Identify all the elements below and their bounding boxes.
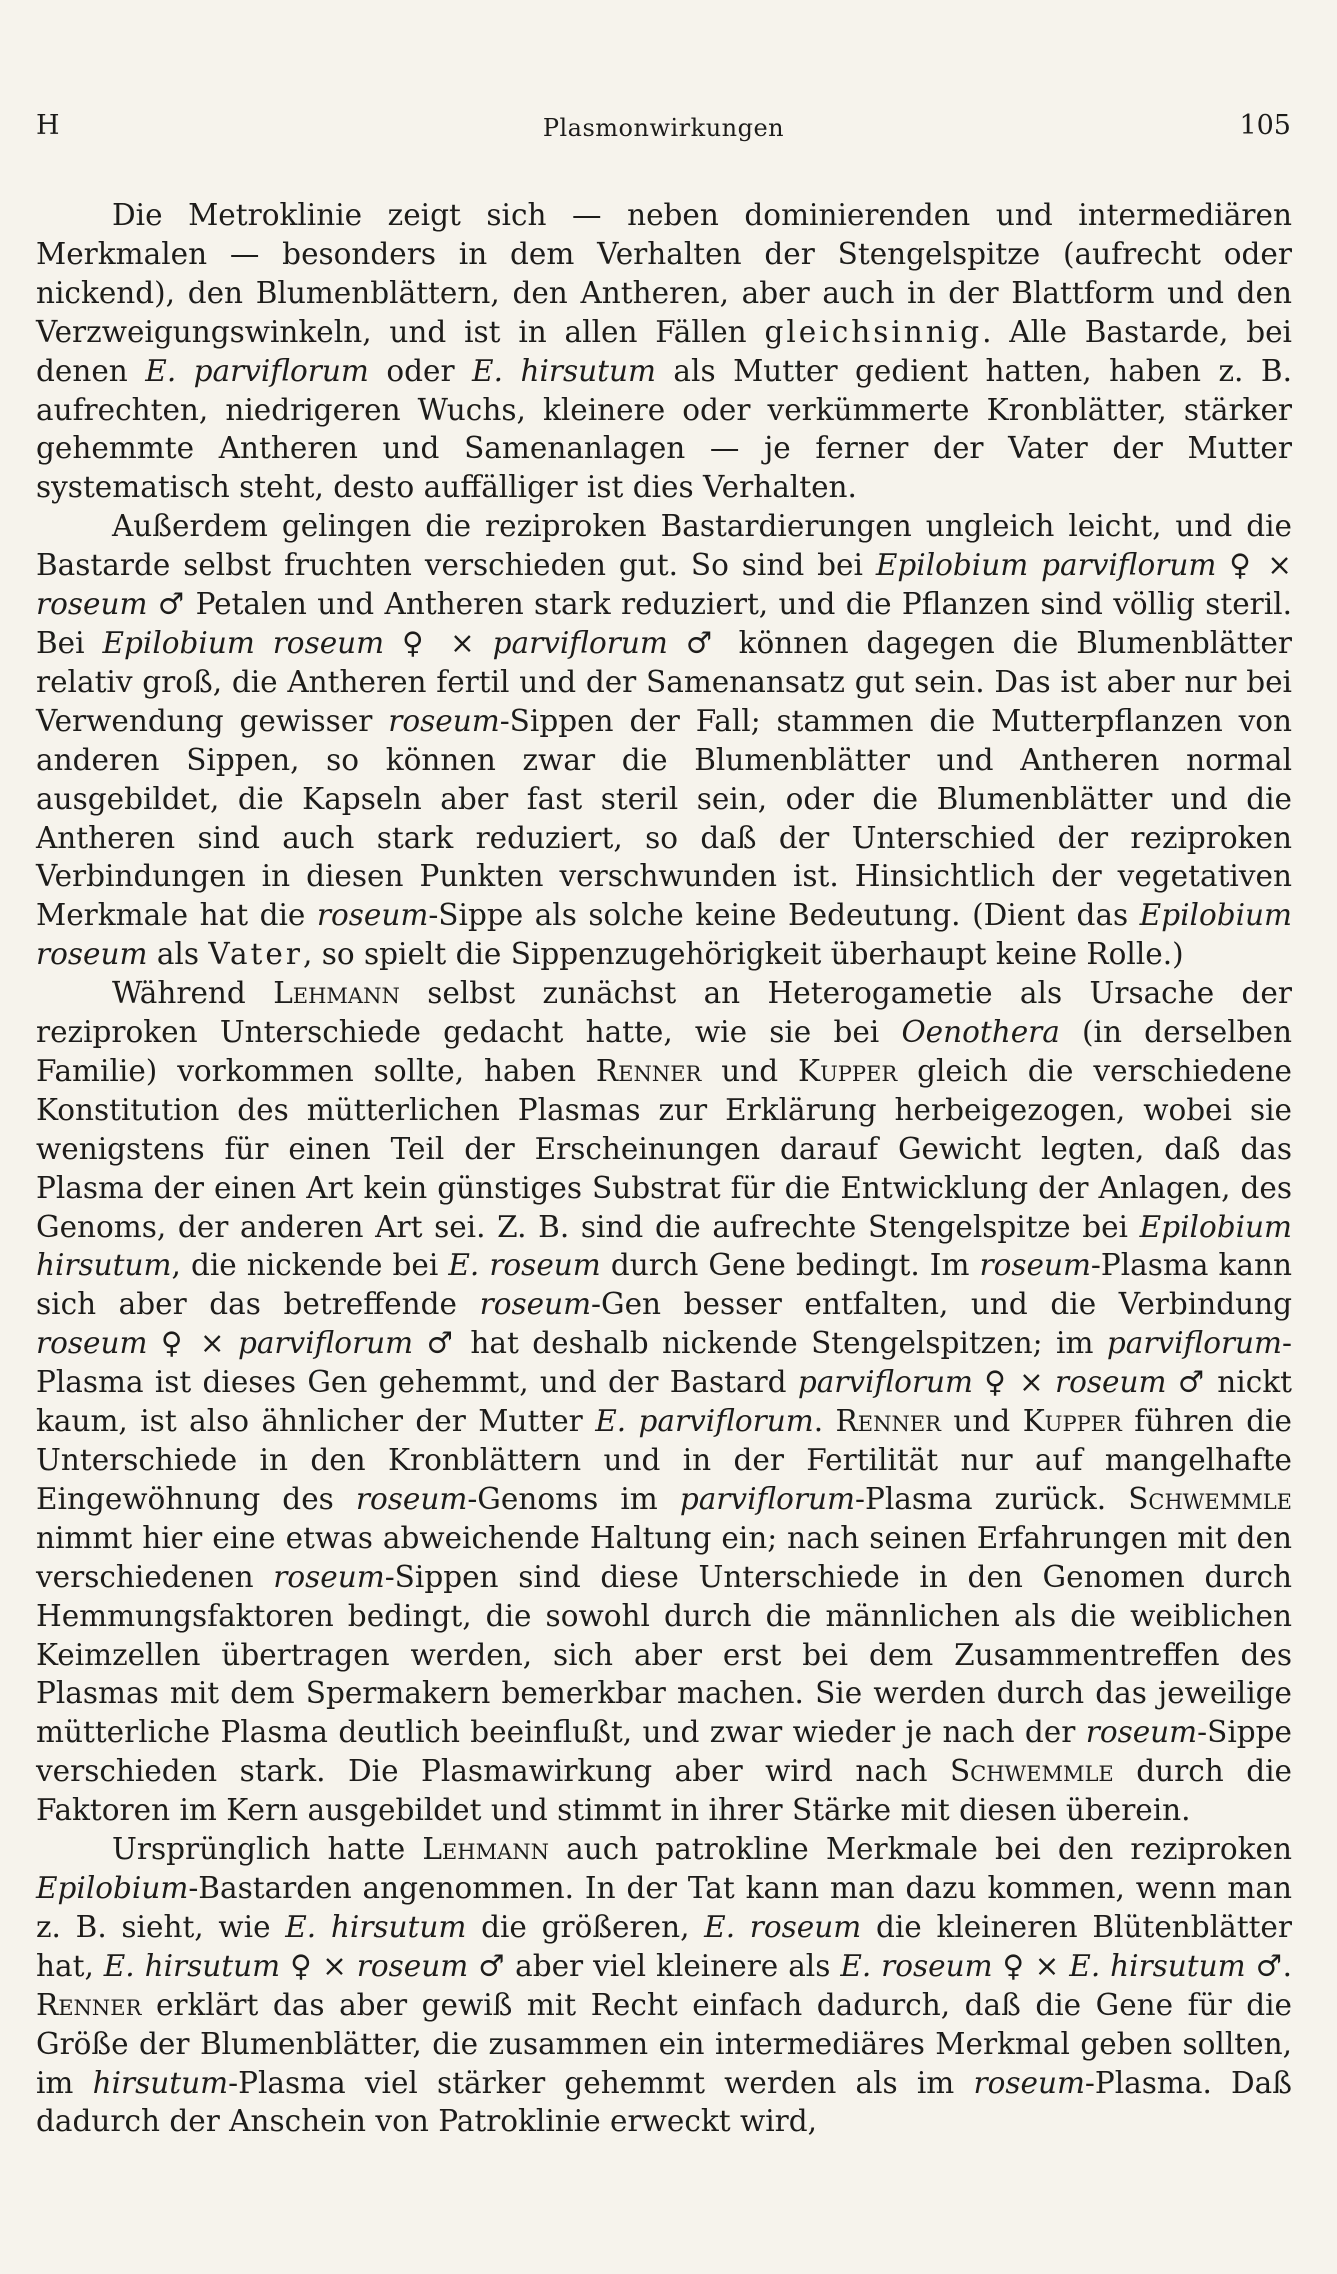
italic-term: E. parviflorum bbox=[595, 1404, 814, 1439]
author-name: Lehmann bbox=[273, 976, 400, 1011]
italic-term: roseum bbox=[355, 1481, 468, 1516]
italic-term: hirsutum bbox=[92, 2065, 229, 2100]
italic-term: parviflorum bbox=[237, 1326, 414, 1361]
italic-term: roseum bbox=[388, 703, 500, 738]
author-name: Renner bbox=[595, 1053, 702, 1088]
text-run: , so spielt die Sippenzugehörigkeit überhaupt keine Rolle.) bbox=[302, 937, 1184, 972]
author-name: Renner bbox=[36, 1987, 142, 2022]
italic-term: E. hirsutum bbox=[1069, 1948, 1246, 1983]
italic-term: E. hirsutum bbox=[285, 1909, 467, 1944]
italic-term: E. roseum bbox=[704, 1909, 862, 1944]
text-run: -Sippen sind diese Unterschiede in den Genomen durch Hemmungsfaktoren bedingt, die sowohl durch die männlichen als die weiblichen Keimzellen übertragen werden, sich aber erst bei dem Zusammentreffen des Plasmas mit dem Spermakern bemerkbar machen. Sie werden durch das jeweilige mütterliche Plasma deutlich beeinflußt, und zwar wieder je nach der bbox=[36, 1559, 1292, 1750]
text-run: als bbox=[147, 937, 209, 972]
text-run: oder bbox=[368, 353, 473, 388]
italic-term: E. parviflorum bbox=[145, 353, 369, 388]
text-run: Außerdem gelingen die reziproken Bastardierungen ungleich leicht, und die Bastarde selbst fruchten verschieden gut. So sind bei bbox=[36, 509, 1292, 583]
italic-term: roseum bbox=[273, 1559, 385, 1594]
text-run: -Genoms im bbox=[467, 1481, 680, 1516]
text-run: ♀ × bbox=[992, 1948, 1070, 1983]
author-name: Kupper bbox=[1022, 1404, 1122, 1439]
text-run: -Sippe verschieden stark. Die Plasmawirkung aber wird nach bbox=[36, 1715, 1292, 1789]
text-run: führen die Unterschiede in den Kronblättern und in der Fertilität nur auf mangelhafte Eingewöhnung des bbox=[36, 1404, 1292, 1516]
text-run: durch die Faktoren im Kern ausgebildet und stimmt in ihrer Stärke mit diesen überein. bbox=[36, 1754, 1292, 1828]
emphasis-text: Vater bbox=[208, 937, 303, 972]
italic-term: Epilobium bbox=[36, 1870, 189, 1905]
text-run: -Plasma. Daß dadurch der Anschein von Patroklinie erweckt wird, bbox=[36, 2065, 1292, 2139]
text-run: -Sippen der Fall; stammen die Mutterpflanzen von anderen Sippen, so können zwar die Blumenblätter und Antheren normal ausgebildet, die Kapseln aber fast steril sein, oder die Blumenblätter und die Antheren sind auch stark reduziert, so daß der Unterschied der reziproken Verbindungen in diesen Punkten verschwunden ist. Hinsichtlich der vegetativen Merkmale hat die bbox=[36, 703, 1293, 933]
text-run: ♂ hat deshalb nickende Stengelspitzen; im bbox=[413, 1326, 1107, 1361]
text-run: Während bbox=[112, 976, 274, 1011]
author-name: Kupper bbox=[798, 1053, 898, 1088]
text-run: ♀ × bbox=[1216, 548, 1292, 583]
text-run: ♀ × bbox=[384, 625, 493, 660]
text-run: und bbox=[940, 1404, 1023, 1439]
italic-term: E. hirsutum bbox=[472, 353, 656, 388]
italic-term: roseum bbox=[1055, 1365, 1167, 1400]
italic-term: parviflorum bbox=[797, 1365, 974, 1400]
paragraph-2 bbox=[36, 507, 1292, 974]
running-title: Plasmonwirkungen bbox=[542, 114, 785, 142]
paragraph-1 bbox=[36, 196, 1292, 507]
text-run: Ursprünglich hatte bbox=[112, 1832, 423, 1867]
text-run: als Mutter gedient hatten, haben z. B. aufrechten, niedrigeren Wuchs, kleinere oder verkümmerte Kronblätter, stärker gehemmte Antheren und Samenanlagen — je ferner der Vater der Mutter systematisch steht, desto auffälliger ist dies Verhalten. bbox=[36, 353, 1292, 505]
text-run: gleich die verschiedene Konstitution des mütterlichen Plasmas zur Erklärung herbeigezogen, wobei sie wenigstens für einen Teil der Erscheinungen darauf Gewicht legten, daß das Plasma der einen Art kein günstiges Substrat für die Entwicklung der Anlagen, des Genoms, der anderen Art sei. Z. B. sind die aufrechte Stengelspitze bei bbox=[36, 1053, 1293, 1244]
body-text bbox=[36, 196, 1292, 2141]
italic-term: roseum bbox=[973, 2065, 1085, 2100]
text-run: -Gen besser entfalten, und die Verbindung bbox=[591, 1287, 1292, 1322]
italic-term: roseum bbox=[356, 1948, 469, 1983]
italic-term: parviflorum bbox=[679, 1481, 856, 1516]
italic-term: roseum bbox=[316, 898, 429, 933]
italic-term: parviflorum bbox=[492, 625, 668, 660]
author-name: Lehmann bbox=[422, 1832, 549, 1867]
italic-term: roseum bbox=[979, 1248, 1091, 1283]
author-name: Schwemmle bbox=[949, 1754, 1114, 1789]
text-run: ♀ × bbox=[280, 1948, 357, 1983]
text-run: -Plasma viel stärker gehemmt werden als im bbox=[228, 2065, 974, 2100]
text-run: die kleineren Blütenblätter hat, bbox=[36, 1909, 1292, 1983]
text-run: Die Metroklinie zeigt sich — neben dominierenden und intermediären Merkmalen — besonders in dem Verhalten der Stengelspitze (aufrecht oder nickend), den Blumenblättern, den Antheren, aber auch in der Blattform und den Verzweigungswinkeln, und ist in allen Fällen bbox=[36, 198, 1292, 349]
text-run: -Plasma zurück. bbox=[855, 1481, 1129, 1516]
emphasis-text: gleichsinnig bbox=[764, 314, 983, 349]
text-run: . bbox=[813, 1404, 836, 1439]
italic-term: E. hirsutum bbox=[103, 1948, 281, 1983]
author-name: Renner bbox=[835, 1404, 941, 1439]
text-run: die größeren, bbox=[466, 1909, 705, 1944]
paragraph-3 bbox=[36, 974, 1292, 1830]
text-run: ♂ können dagegen die Blumenblätter relativ groß, die Antheren fertil und der Samenansatz gut sein. Das ist aber nur bei Verwendung gewisser bbox=[36, 625, 1292, 738]
text-run: ♀ × bbox=[147, 1326, 238, 1361]
italic-term: roseum bbox=[479, 1287, 592, 1322]
text-run: -Bastarden angenommen. In der Tat kann man dazu kommen, wenn man z. B. sieht, wie bbox=[36, 1870, 1292, 1944]
text-run: selbst zunächst an Heterogametie als Ursache der reziproken Unterschiede gedacht hatte, wie sie bei bbox=[36, 976, 1292, 1050]
italic-term: roseum bbox=[1085, 1715, 1198, 1750]
italic-term: Epilobium roseum bbox=[36, 898, 1292, 972]
section-letter: H bbox=[36, 110, 60, 141]
italic-term: Epilobium roseum bbox=[102, 625, 385, 660]
text-run: . Alle Bastarde, bei denen bbox=[36, 314, 1292, 388]
text-run: ♂. bbox=[1245, 1948, 1292, 1983]
italic-term: Oenothera bbox=[901, 1015, 1060, 1050]
author-name: Schwemmle bbox=[1128, 1481, 1292, 1516]
text-run: und bbox=[701, 1053, 799, 1088]
italic-term: roseum bbox=[36, 587, 148, 622]
text-run: ♂ Petalen und Antheren stark reduziert, und die Pflanzen sind völlig steril. Bei bbox=[36, 587, 1292, 660]
text-run: durch Gene bedingt. Im bbox=[600, 1248, 980, 1283]
text-run: (in derselben Familie) vorkommen sollte, haben bbox=[36, 1015, 1292, 1088]
paragraph-4 bbox=[36, 1830, 1292, 2141]
italic-term: Epilobium parviflorum bbox=[875, 548, 1217, 583]
text-run: ♂ aber viel kleinere als bbox=[468, 1948, 841, 1983]
italic-term: parviflorum bbox=[1106, 1326, 1283, 1361]
text-run: ♂ nickt kaum, ist also ähnlicher der Mutter bbox=[36, 1365, 1292, 1439]
italic-term: Epilobium hirsutum bbox=[36, 1209, 1292, 1283]
running-header bbox=[36, 110, 1291, 150]
text-run: ♀ × bbox=[973, 1365, 1055, 1400]
text-run: auch patrokline Merkmale bei den reziproken bbox=[549, 1832, 1292, 1867]
text-run: , die nickende bei bbox=[171, 1248, 449, 1283]
page-number: 105 bbox=[1239, 110, 1291, 141]
italic-term: roseum bbox=[36, 1326, 148, 1361]
italic-term: E. roseum bbox=[840, 1948, 993, 1983]
text-run: -Sippe als solche keine Bedeutung. (Dient das bbox=[428, 898, 1140, 933]
text-run: nimmt hier eine etwas abweichende Haltung ein; nach seinen Erfahrungen mit den verschiedenen bbox=[36, 1520, 1292, 1594]
italic-term: E. roseum bbox=[448, 1248, 601, 1283]
text-run: -Plasma ist dieses Gen gehemmt, und der Bastard bbox=[36, 1326, 1292, 1400]
text-run: -Plasma kann sich aber das betreffende bbox=[36, 1248, 1292, 1322]
text-run: erklärt das aber gewiß mit Recht einfach dadurch, daß die Gene für die Größe der Blumenblätter, die zusammen ein intermediäres Merkmal geben sollten, im bbox=[36, 1987, 1292, 2100]
